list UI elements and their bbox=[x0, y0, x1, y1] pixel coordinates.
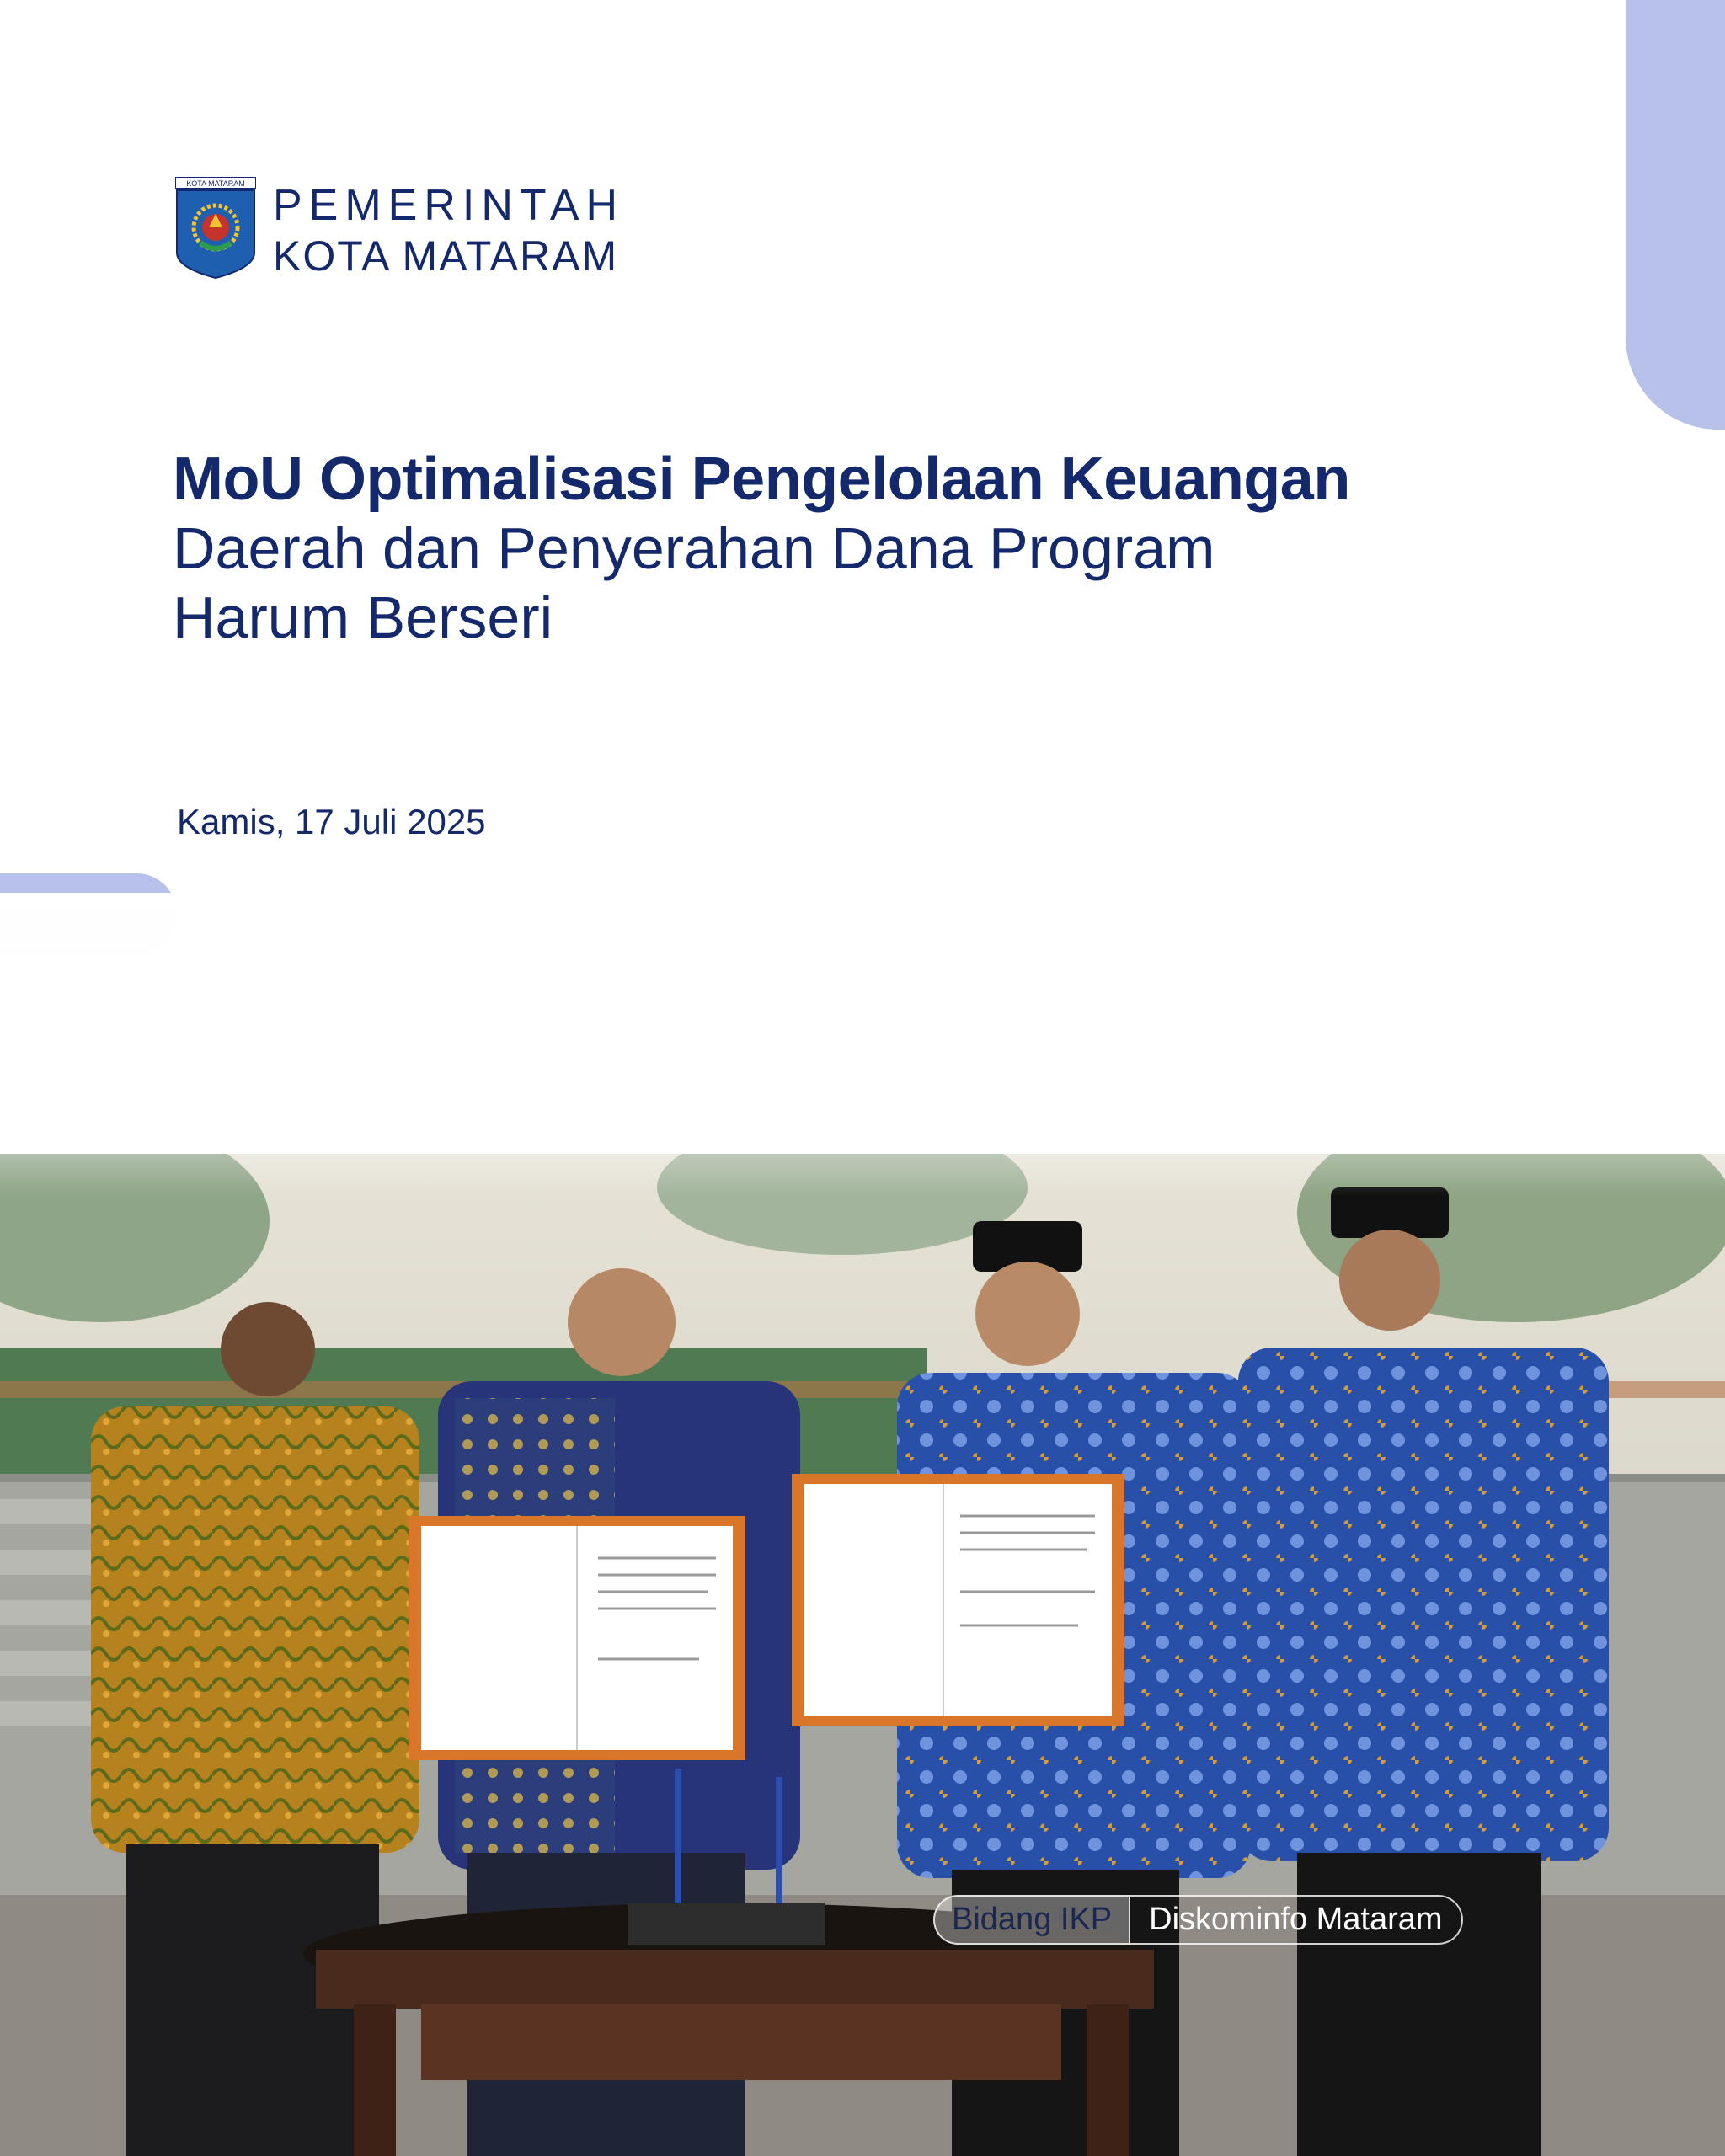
headline-line3: Harum Berseri bbox=[173, 584, 553, 650]
kota-mataram-emblem-icon bbox=[175, 177, 256, 280]
event-photo bbox=[0, 1154, 1725, 2156]
photo-top-fade bbox=[0, 893, 1725, 1196]
photo-credit-primary: Bidang IKP bbox=[933, 1895, 1130, 1945]
headline-line2: Daerah dan Penyerahan Dana Program bbox=[173, 515, 1215, 581]
photo-credit-secondary: Diskominfo Mataram bbox=[1130, 1895, 1462, 1945]
headline bbox=[173, 445, 1605, 652]
decorative-corner-shape bbox=[1626, 0, 1725, 430]
org-name-line2: KOTA MATARAM bbox=[273, 232, 619, 280]
headline-bold: MoU Optimalisasi Pengelolaan Keuangan bbox=[173, 446, 1350, 513]
event-date: Kamis, 17 Juli 2025 bbox=[177, 802, 486, 841]
org-name-line1: PEMERINTAH bbox=[273, 181, 625, 230]
photo-credit bbox=[933, 1895, 1463, 1945]
government-logo bbox=[175, 177, 624, 281]
emblem-label: KOTA MATARAM bbox=[186, 179, 245, 188]
